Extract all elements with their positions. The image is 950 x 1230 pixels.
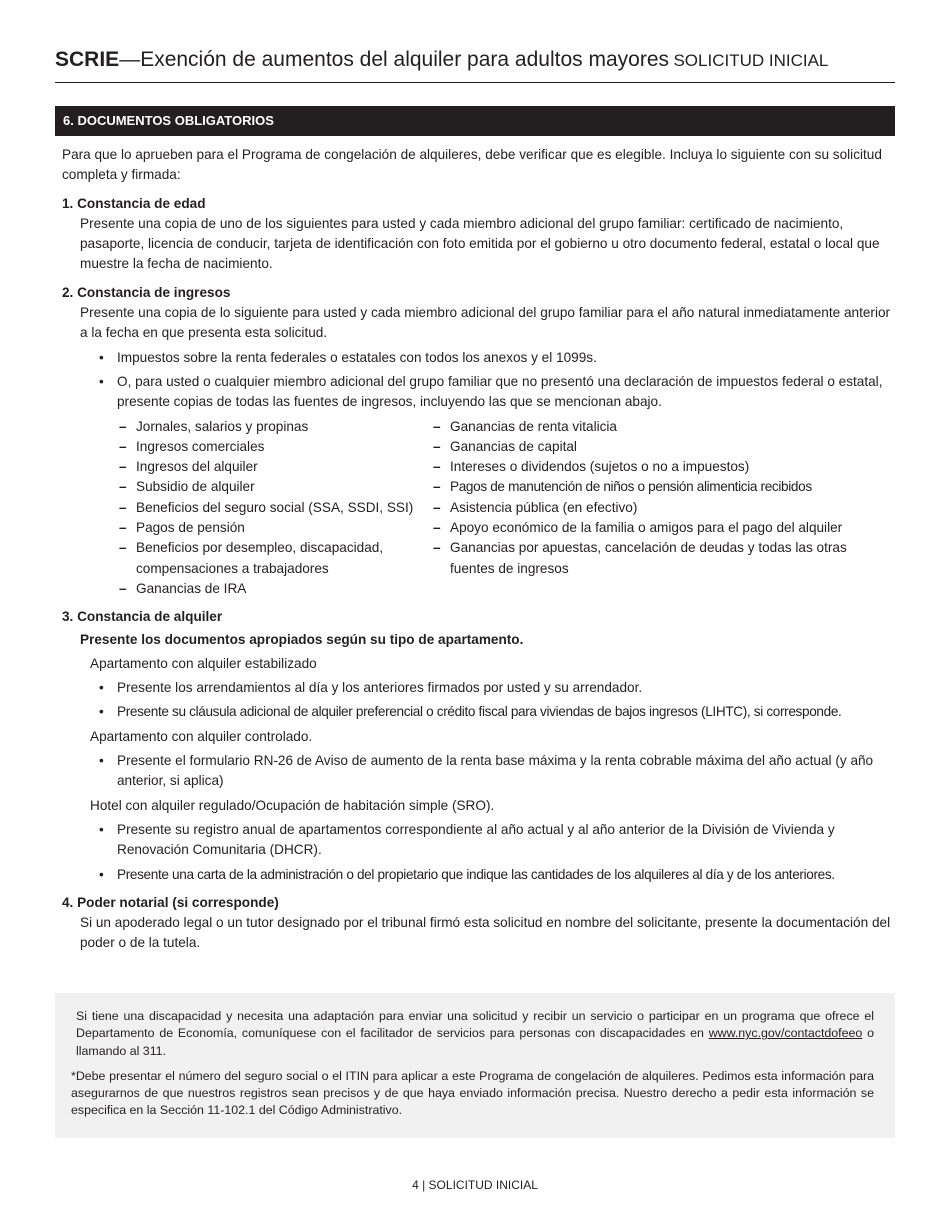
apartment-type-hotel: Hotel con alquiler regulado/Ocupación de habitación simple (SRO). xyxy=(90,797,495,813)
list-item: • Impuestos sobre la renta federales o estatales con todos los anexos y el 1099s. xyxy=(55,348,895,368)
hotel-bullet-list xyxy=(55,820,895,885)
dash-icon: – xyxy=(433,499,441,515)
dash-icon: – xyxy=(433,438,441,454)
page-subtitle: SOLICITUD INICIAL xyxy=(673,51,829,70)
stabilized-bullet-list xyxy=(55,678,895,723)
dash-icon: – xyxy=(119,499,127,515)
dash-icon: – xyxy=(433,520,441,536)
list-item: • Presente una carta de la administración o del propietario que indique las cantidades de los alquileres al día y de los anteriores. xyxy=(55,865,895,885)
list-item: – Pagos de manutención de niños o pensión alimenticia recibidos xyxy=(431,477,895,497)
bullet-icon: • xyxy=(99,704,104,720)
income-sources xyxy=(55,417,895,600)
bullet-icon: • xyxy=(99,753,104,769)
requirement-income xyxy=(55,283,895,599)
list-item: – Ganancias de renta vitalicia xyxy=(431,417,895,437)
program-brand: SCRIE xyxy=(55,48,120,71)
requirement-body: Si un apoderado legal o un tutor designado por el tribunal firmó esta solicitud en nombre del solicitante, presente la documentación del poder o de la tutela. xyxy=(80,915,891,951)
dash-icon: – xyxy=(119,580,127,596)
requirement-body: Presente una copia de uno de los siguientes para usted y cada miembro adicional del grupo familiar: certificado de nacimiento, pasaporte, licencia de conducir, tarjeta de identificación con foto emitida por el gobierno u otro documento federal, estatal o local que muestre la fecha de nacimiento. xyxy=(80,215,880,272)
list-item: – Pagos de pensión xyxy=(117,518,431,538)
requirement-power-of-attorney xyxy=(55,893,895,954)
list-item: – Asistencia pública (en efectivo) xyxy=(431,498,895,518)
dash-icon: – xyxy=(433,479,441,495)
list-item: – Beneficios del seguro social (SSA, SSDI, SSI) xyxy=(117,498,431,518)
dash-icon: – xyxy=(433,459,441,475)
requirement-title: 2. Constancia de ingresos xyxy=(62,284,231,300)
dash-icon: – xyxy=(119,479,127,495)
list-item: • Presente los arrendamientos al día y los anteriores firmados por usted y su arrendador. xyxy=(55,678,895,698)
list-item: • O, para usted o cualquier miembro adicional del grupo familiar que no presentó una declaración de impuestos federal o estatal, presente copias de todas las fuentes de ingresos, incluyendo las que se mencionan abajo. xyxy=(99,373,883,410)
list-item: – Jornales, salarios y propinas xyxy=(117,417,431,437)
requirement-title: 1. Constancia de edad xyxy=(62,195,206,211)
income-sources-right xyxy=(431,417,895,600)
list-item: – Intereses o dividendos (sujetos o no a impuestos) xyxy=(431,457,895,477)
list-item: – Beneficios por desempleo, discapacidad, compensaciones a trabajadores xyxy=(119,540,384,576)
bullet-icon: • xyxy=(99,373,104,389)
list-item: • Presente su registro anual de apartamentos correspondiente al año actual y al año anterior de la División de Vivienda y Renovación Comunitaria (DHCR). xyxy=(99,821,835,858)
dash-icon: – xyxy=(119,418,127,434)
list-item: – Ganancias de capital xyxy=(431,437,895,457)
requirement-title: 4. Poder notarial (si corresponde) xyxy=(62,894,279,910)
contact-link[interactable]: www.nyc.gov/contactdofeeo xyxy=(708,1026,863,1041)
page-header xyxy=(55,48,895,83)
dash-icon: – xyxy=(433,418,441,434)
requirement-age xyxy=(55,194,895,275)
bullet-icon: • xyxy=(99,349,104,365)
section-intro: Para que lo aprueben para el Programa de congelación de alquileres, debe verificar que es elegible. Incluya lo siguiente con su solicitud completa y firmada: xyxy=(62,147,882,183)
requirement-title: 3. Constancia de alquiler xyxy=(62,609,223,625)
list-item: – Ingresos del alquiler xyxy=(117,457,431,477)
list-item: – Apoyo económico de la familia o amigos para el pago del alquiler xyxy=(431,518,895,538)
bullet-icon: • xyxy=(99,821,104,837)
list-item: – Ingresos comerciales xyxy=(117,437,431,457)
apartment-type-stabilized: Apartamento con alquiler estabilizado xyxy=(90,655,317,671)
controlled-bullet-list xyxy=(55,751,895,792)
list-item: – Ganancias por apuestas, cancelación de deudas y todas las otras fuentes de ingresos xyxy=(433,540,847,576)
list-item: • Presente su cláusula adicional de alquiler preferencial o crédito fiscal para viviendas de bajos ingresos (LIHTC), si corresponde. xyxy=(55,702,895,722)
list-item: – Ganancias de IRA xyxy=(117,579,431,599)
ssn-disclosure-paragraph: *Debe presentar el número del seguro social o el ITIN para aplicar a este Programa de congelación de alquileres. Pedimos esta información para asegurarnos de que nuestros registros sean precisos y de que haya enviado información precisa. Nuestro derecho a pedir esta información se especifica en la Sección 11-102.1 del Código Administrativo. xyxy=(71,1068,874,1118)
page-footer: 4 | SOLICITUD INICIAL xyxy=(412,1178,538,1192)
apartment-type-controlled: Apartamento con alquiler controlado. xyxy=(90,728,313,744)
list-item: • Presente el formulario RN-26 de Aviso de aumento de la renta base máxima y la renta cobrable máxima del año actual (y año anterior, si aplica) xyxy=(99,753,874,789)
dash-icon: – xyxy=(119,459,127,475)
section-content xyxy=(55,145,895,954)
dash-icon: – xyxy=(119,438,127,454)
page-title: Exención de aumentos del alquiler para adultos mayores xyxy=(140,48,670,71)
requirement-body: Presente una copia de lo siguiente para usted y cada miembro adicional del grupo familiar para el año natural inmediatamente anterior a la fecha en que presenta esta solicitud. xyxy=(80,305,891,341)
dash-icon: – xyxy=(433,540,441,556)
section-heading: 6. DOCUMENTOS OBLIGATORIOS xyxy=(55,106,895,136)
title-separator: — xyxy=(119,48,141,71)
income-bullet-list xyxy=(55,348,895,413)
accommodation-paragraph: Si tiene una discapacidad y necesita una adaptación para enviar una solicitud y recibir un servicio o participar en un programa que ofrece el Departamento de Economía, comuníquese con el facilitador de servicios para personas con discapacidades en www.nyc.gov/contactdofeeo o llamando al 311. xyxy=(76,1009,874,1058)
income-sources-left xyxy=(55,417,431,600)
bullet-icon: • xyxy=(99,866,104,882)
requirement-rent xyxy=(55,607,895,885)
accessibility-notice xyxy=(55,993,895,1138)
dash-icon: – xyxy=(119,520,127,536)
bullet-icon: • xyxy=(99,680,104,696)
requirement-intro: Presente los documentos apropiados según su tipo de apartamento. xyxy=(80,631,524,647)
dash-icon: – xyxy=(119,540,127,556)
list-item: – Subsidio de alquiler xyxy=(117,477,431,497)
